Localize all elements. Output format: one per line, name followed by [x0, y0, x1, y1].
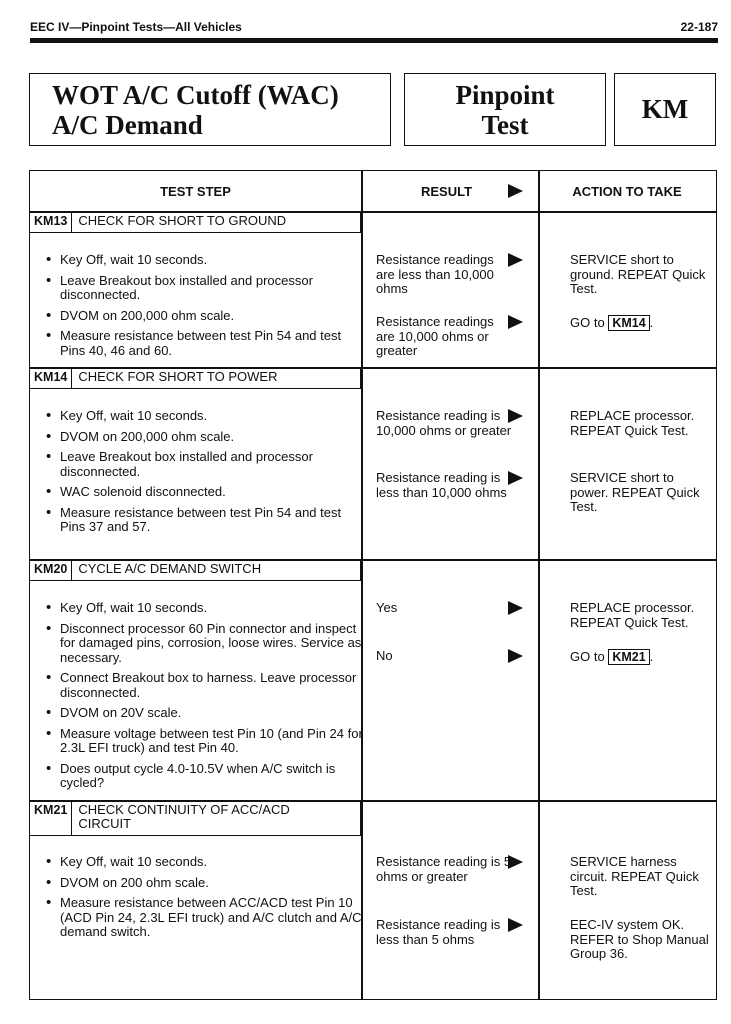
- step-instructions: [44, 601, 364, 797]
- column-divider: [538, 171, 540, 999]
- action-text: GO to: [570, 315, 605, 330]
- instruction-item: • DVOM on 200,000 ohm scale.: [44, 309, 364, 324]
- step-title: CHECK FOR SHORT TO GROUND: [78, 213, 287, 228]
- instruction-item: • WAC solenoid disconnected.: [44, 485, 364, 500]
- test-title-line2: A/C Demand: [52, 110, 203, 140]
- arrow-right-icon: [508, 253, 523, 267]
- column-header-action: ACTION TO TAKE: [572, 183, 682, 199]
- instruction-item: • DVOM on 20V scale.: [44, 706, 364, 721]
- action-text: REPLACE processor. REPEAT Quick Test.: [570, 408, 695, 438]
- instruction-item: • Measure resistance between ACC/ACD test Pin 10 (ACD Pin 24, 2.3L EFI truck) and A/C clutch and A/C demand switch.: [44, 896, 364, 940]
- action-goto: GO to KM21 .: [570, 649, 654, 664]
- page-number: 22-187: [680, 20, 718, 34]
- instruction-item: • DVOM on 200,000 ohm scale.: [44, 430, 364, 445]
- goto-step-reference[interactable]: KM14: [608, 315, 649, 331]
- action-text: GO to: [570, 649, 605, 664]
- step-instructions: [44, 855, 364, 946]
- step-code: KM21: [30, 800, 72, 835]
- column-header-result: RESULT: [421, 183, 473, 199]
- instruction-item: • Does output cycle 4.0-10.5V when A/C switch is cycled?: [44, 762, 364, 791]
- test-label: Test: [481, 110, 529, 140]
- step-instructions: [44, 253, 364, 364]
- instruction-item: • Leave Breakout box installed and processor disconnected.: [44, 274, 364, 303]
- instruction-item: • Measure voltage between test Pin 10 (and Pin 24 for 2.3L EFI truck) and test Pin 40.: [44, 727, 364, 756]
- result-text: Resistance readings are 10,000 ohms or greater: [376, 314, 494, 358]
- result-text: Yes: [376, 600, 398, 615]
- arrow-right-icon: [508, 184, 523, 198]
- arrow-right-icon: [508, 855, 523, 869]
- instruction-item: • Key Off, wait 10 seconds.: [44, 601, 364, 616]
- arrow-right-icon: [508, 471, 523, 485]
- test-title-box: [29, 73, 391, 146]
- instruction-item: • Key Off, wait 10 seconds.: [44, 253, 364, 268]
- step-title: CHECK FOR SHORT TO POWER: [78, 369, 278, 384]
- pinpoint-label: Pinpoint: [455, 80, 555, 110]
- pinpoint-table: [29, 170, 717, 1000]
- result-text: Resistance readings are less than 10,000 ohms: [376, 252, 494, 296]
- arrow-right-icon: [508, 649, 523, 663]
- column-header-test-step: TEST STEP: [160, 183, 231, 199]
- arrow-right-icon: [508, 918, 523, 932]
- result-text: Resistance reading is less than 10,000 ohms: [376, 470, 507, 500]
- test-title-line1: WOT A/C Cutoff (WAC): [52, 80, 339, 110]
- step-instructions: [44, 409, 364, 541]
- test-code-box: [614, 73, 716, 146]
- action-text: SERVICE short to ground. REPEAT Quick Test.: [570, 252, 706, 296]
- result-text: No: [376, 648, 393, 663]
- step-code: KM13: [30, 211, 72, 232]
- step-header-km13: [30, 211, 361, 233]
- step-header-km20: [30, 559, 361, 581]
- pinpoint-test-box: [404, 73, 606, 146]
- arrow-right-icon: [508, 409, 523, 423]
- result-text: Resistance reading is less than 5 ohms: [376, 917, 501, 947]
- instruction-item: • Key Off, wait 10 seconds.: [44, 855, 364, 870]
- section-title: EEC IV—Pinpoint Tests—All Vehicles: [30, 20, 242, 34]
- header-rule: [30, 38, 718, 43]
- test-code: KM: [641, 94, 689, 124]
- instruction-item: • Connect Breakout box to harness. Leave processor disconnected.: [44, 671, 364, 700]
- instruction-item: • Measure resistance between test Pin 54 and test Pins 40, 46 and 60.: [44, 329, 364, 358]
- step-code: KM14: [30, 367, 72, 388]
- page-header: [30, 20, 718, 36]
- instruction-item: • Measure resistance between test Pin 54 and test Pins 37 and 57.: [44, 506, 364, 535]
- action-text: REPLACE processor. REPEAT Quick Test.: [570, 600, 695, 630]
- instruction-item: • Disconnect processor 60 Pin connector and inspect for damaged pins, corrosion, loose wires. Service as necessary.: [44, 622, 364, 666]
- result-text: Resistance reading is 5 ohms or greater: [376, 854, 512, 884]
- step-code: KM20: [30, 559, 72, 580]
- action-text: SERVICE short to power. REPEAT Quick Test.: [570, 470, 700, 514]
- instruction-item: • Key Off, wait 10 seconds.: [44, 409, 364, 424]
- action-text: EEC-IV system OK. REFER to Shop Manual Group 36.: [570, 917, 709, 961]
- action-goto: GO to KM14 .: [570, 315, 654, 330]
- arrow-right-icon: [508, 601, 523, 615]
- step-title: CYCLE A/C DEMAND SWITCH: [78, 561, 262, 576]
- step-title: CHECK CONTINUITY OF ACC/ACD CIRCUIT: [78, 802, 290, 831]
- instruction-item: • DVOM on 200 ohm scale.: [44, 876, 364, 891]
- result-text: Resistance reading is 10,000 ohms or greater: [376, 408, 512, 438]
- instruction-item: • Leave Breakout box installed and processor disconnected.: [44, 450, 364, 479]
- arrow-right-icon: [508, 315, 523, 329]
- step-header-km14: [30, 367, 361, 389]
- action-text: SERVICE harness circuit. REPEAT Quick Test.: [570, 854, 699, 898]
- goto-step-reference[interactable]: KM21: [608, 649, 649, 665]
- step-header-km21: [30, 800, 361, 836]
